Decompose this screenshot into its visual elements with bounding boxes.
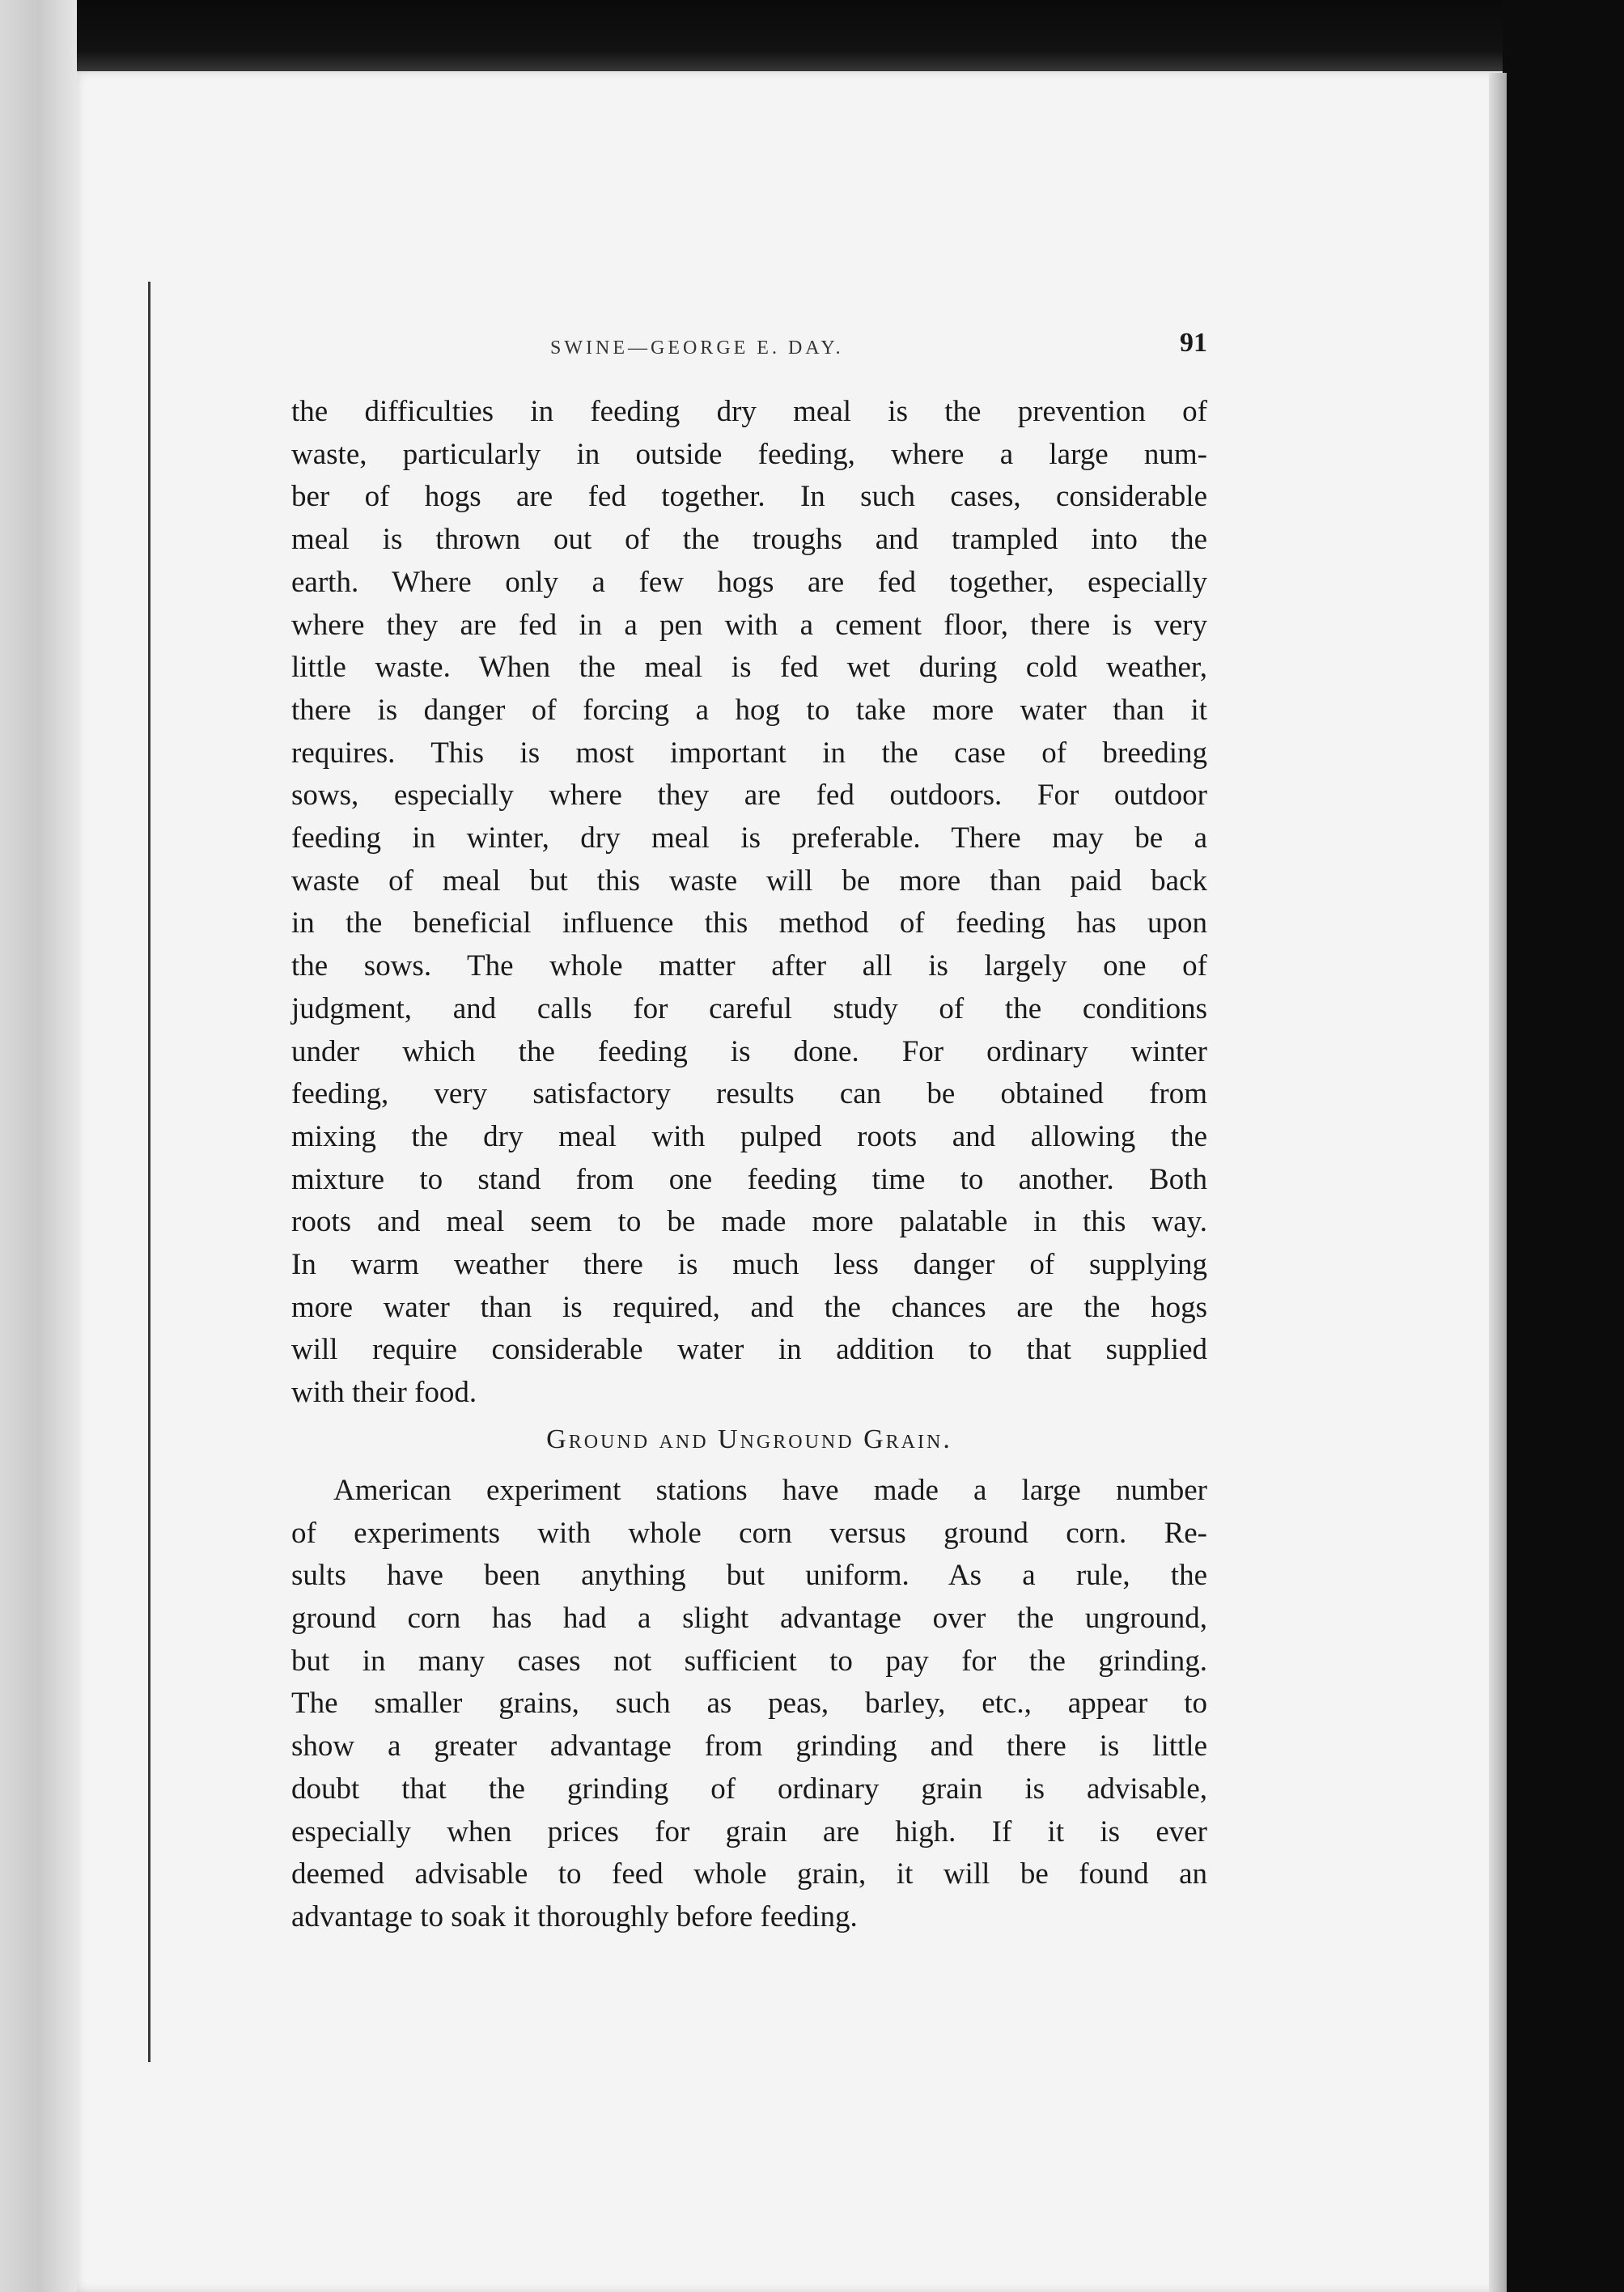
scan-top-edge xyxy=(0,0,1624,73)
text-line: ground corn has had a slight advantage over the unground, xyxy=(291,1601,1207,1635)
text-line: there is danger of forcing a hog to take more water than it xyxy=(291,693,1207,727)
text-line: requires. This is most important in the case of breeding xyxy=(291,736,1207,770)
body-paragraph xyxy=(291,391,1207,1415)
text-line: doubt that the grinding of ordinary grain is advisable, xyxy=(291,1772,1207,1806)
text-line: the sows. The whole matter after all is largely one of xyxy=(291,949,1207,983)
text-line: meal is thrown out of the troughs and trampled into the xyxy=(291,523,1207,557)
text-line: more water than is required, and the chances are the hogs xyxy=(291,1290,1207,1324)
text-line: in the beneficial influence this method of feeding has upon xyxy=(291,906,1207,940)
binding-shadow xyxy=(148,282,151,2062)
text-line: deemed advisable to feed whole grain, it will be found an xyxy=(291,1857,1207,1891)
text-line: will require considerable water in addition to that supplied xyxy=(291,1333,1207,1367)
page-text-block xyxy=(291,328,1207,1939)
running-header xyxy=(291,328,1207,373)
text-line: roots and meal seem to be made more palatable in this way. xyxy=(291,1205,1207,1239)
text-line: show a greater advantage from grinding and there is little xyxy=(291,1730,1207,1764)
text-line: advantage to soak it thoroughly before feeding. xyxy=(291,1899,858,1933)
text-line: but in many cases not sufficient to pay for the grinding. xyxy=(291,1644,1207,1678)
text-line: waste of meal but this waste will be more than paid back xyxy=(291,864,1207,898)
scan-right-edge xyxy=(1503,0,1624,2292)
text-line: little waste. When the meal is fed wet during cold weather, xyxy=(291,651,1207,685)
page-stack-edge xyxy=(1489,73,1507,2292)
text-line: the difficulties in feeding dry meal is the prevention of xyxy=(291,395,1207,428)
text-line: waste, particularly in outside feeding, where a large num- xyxy=(291,437,1207,471)
text-line: judgment, and calls for careful study of the conditions xyxy=(291,991,1207,1025)
text-line: feeding, very satisfactory results can be obtained from xyxy=(291,1077,1207,1111)
text-line: The smaller grains, such as peas, barley, etc., appear to xyxy=(291,1687,1207,1721)
text-line: earth. Where only a few hogs are fed together, especially xyxy=(291,565,1207,599)
text-line: sows, especially where they are fed outdoors. For outdoor xyxy=(291,779,1207,813)
text-line: American experiment stations have made a large number xyxy=(333,1473,1207,1507)
text-line: of experiments with whole corn versus ground corn. Re- xyxy=(291,1516,1207,1550)
text-line: where they are fed in a pen with a cement floor, there is very xyxy=(291,608,1207,642)
text-line: mixing the dry meal with pulped roots and allowing the xyxy=(291,1119,1207,1153)
page-number: 91 xyxy=(1180,328,1207,358)
text-line: feeding in winter, dry meal is preferable. There may be a xyxy=(291,821,1207,855)
text-line: especially when prices for grain are high. If it is ever xyxy=(291,1814,1207,1848)
text-line: ber of hogs are fed together. In such cases, considerable xyxy=(291,480,1207,514)
text-line: sults have been anything but uniform. As a rule, the xyxy=(291,1559,1207,1593)
section-paragraph xyxy=(291,1470,1207,1939)
scan-left-edge xyxy=(0,0,77,2292)
running-head-title: SWINE—GEORGE E. DAY. xyxy=(550,337,844,359)
text-line: under which the feeding is done. For ordinary winter xyxy=(291,1034,1207,1068)
text-line: with their food. xyxy=(291,1376,477,1410)
text-line: In warm weather there is much less danger of supplying xyxy=(291,1248,1207,1282)
section-heading: Ground and Unground Grain. xyxy=(546,1424,952,1454)
text-line: mixture to stand from one feeding time to another. Both xyxy=(291,1162,1207,1196)
